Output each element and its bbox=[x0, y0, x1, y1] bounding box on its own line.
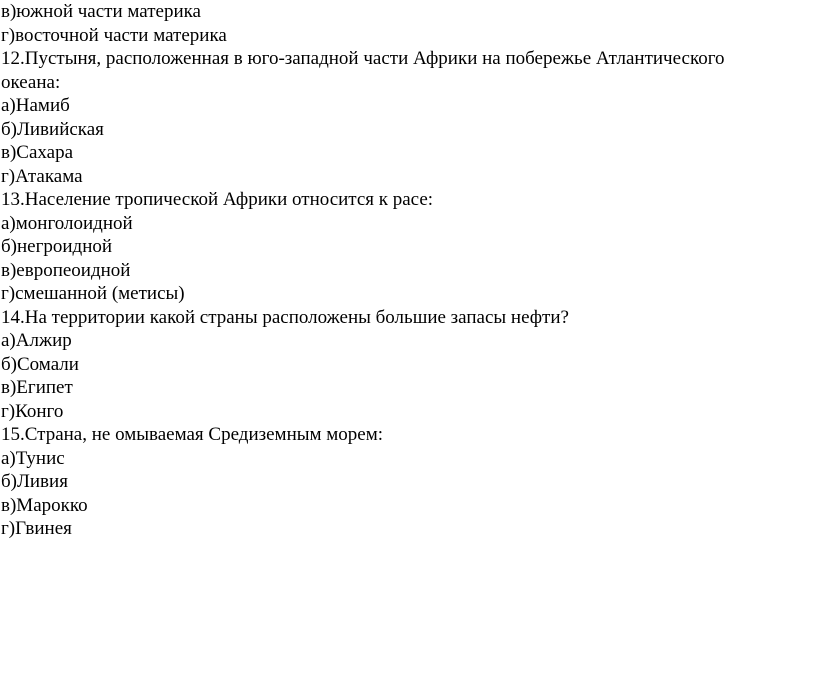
option-text: г)Конго bbox=[1, 400, 64, 422]
option-text: в)южной части материка bbox=[1, 1, 201, 22]
option-text: а)Алжир bbox=[1, 330, 72, 351]
option-text: а)монголоидной bbox=[1, 212, 133, 234]
option-text: в)Марокко bbox=[1, 494, 88, 516]
option-text: в)Египет bbox=[1, 377, 73, 398]
question-text: 15.Страна, не омываемая Средиземным морем: bbox=[1, 424, 384, 445]
option-text: б)Ливийская bbox=[1, 118, 104, 140]
option-text: б)негроидной bbox=[1, 236, 113, 257]
question-text: 14.На территории какой страны расположены большие запасы нефти? bbox=[1, 306, 569, 328]
option-text: г)Гвинея bbox=[1, 518, 72, 539]
question-text: 12.Пустыня, расположенная в юго-западной части Африки на побережье Атлантического bbox=[1, 48, 725, 69]
option-text: в)европеоидной bbox=[1, 259, 131, 281]
option-text: б)Ливия bbox=[1, 471, 68, 492]
option-text: в)Сахара bbox=[1, 142, 74, 163]
option-text: б)Сомали bbox=[1, 353, 79, 375]
question-text-continued: океана: bbox=[1, 71, 61, 93]
option-text: г)восточной части материка bbox=[1, 24, 227, 46]
option-text: г)Атакама bbox=[1, 165, 83, 187]
option-text: а)Тунис bbox=[1, 447, 65, 469]
option-text: г)смешанной (метисы) bbox=[1, 283, 185, 304]
question-text: 13.Население тропической Африки относится к расе: bbox=[1, 189, 434, 210]
quiz-text bbox=[1, 0, 813, 541]
option-text: а)Намиб bbox=[1, 95, 70, 116]
